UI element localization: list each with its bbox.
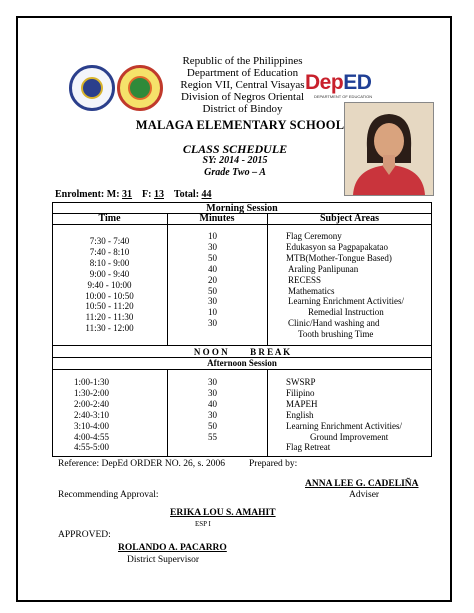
deped-logo-subtext: DEPARTMENT OF EDUCATION (314, 94, 373, 99)
morning-times (52, 236, 167, 334)
header-department: Department of Education (186, 67, 299, 79)
esp-title: ESP I (195, 520, 211, 528)
table-cell: RECESS (288, 274, 322, 285)
table-cell: Mathematics (288, 285, 335, 296)
table-cell: Learning Enrichment Activities/ (288, 296, 404, 307)
table-cell: Araling Panlipunan (288, 263, 359, 274)
morning-session-label: Morning Session (206, 203, 278, 214)
school-year: SY: 2014 - 2015 (202, 155, 268, 166)
table-cell: MTB(Mother-Tongue Based) (286, 252, 392, 263)
header-division: Division of Negros Oriental (180, 91, 305, 103)
supervisor-name: ROLANDO A. PACARRO (118, 543, 227, 553)
header-country: Republic of the Philippines (182, 55, 303, 67)
prepared-by-label: Prepared by: (249, 459, 298, 469)
female-count: 13 (154, 189, 164, 200)
deped-seal-icon (69, 65, 115, 111)
supervisor-title: District Supervisor (127, 555, 200, 565)
table-cell: Flag Ceremony (286, 231, 342, 241)
afternoon-minutes (190, 377, 235, 442)
table-cell: 50 (208, 285, 217, 296)
table-cell: Tooth brushing Time (298, 329, 374, 340)
adviser-name: ANNA LEE G. CADELIÑA (305, 479, 419, 489)
adviser-title: Adviser (349, 490, 380, 500)
col-header-minutes: Minutes (199, 213, 235, 224)
table-cell: Edukasyon sa Pagpapakatao (286, 241, 388, 252)
table-cell: SWSRP (286, 377, 316, 387)
col-header-subjects: Subject Areas (320, 213, 379, 224)
table-cell: 30 (208, 241, 217, 252)
table-cell: 2:00-2:40 (74, 398, 109, 409)
table-cell: 9:40 - 10:00 (87, 279, 132, 290)
table-cell: 7:40 - 8:10 (89, 246, 130, 257)
grade-section: Grade Two – A (204, 167, 266, 178)
table-cell: MAPEH (286, 398, 318, 409)
table-cell: 10:00 - 10:50 (85, 290, 134, 301)
header-district: District of Bindoy (202, 103, 283, 115)
reference-text: Reference: DepEd ORDER NO. 26, s. 2006 (58, 459, 226, 469)
table-cell: 9:00 - 9:40 (89, 268, 130, 279)
table-cell: 11:20 - 11:30 (85, 312, 134, 323)
afternoon-subjects (272, 377, 432, 453)
teacher-photo (344, 102, 434, 196)
table-cell: Filipino (286, 387, 315, 398)
noon-break-label: N O O N B R E A K (193, 347, 291, 357)
school-name: MALAGA ELEMENTARY SCHOOL (135, 118, 345, 132)
male-count: 31 (122, 189, 133, 200)
table-cell: 40 (208, 263, 217, 274)
table-cell: 30 (208, 318, 217, 329)
header-region: Region VII, Central Visayas (180, 79, 305, 91)
table-cell: 7:30 - 7:40 (89, 236, 130, 246)
table-cell: 55 (208, 431, 217, 442)
table-cell: Flag Retreat (286, 442, 331, 453)
table-cell: Learning Enrichment Activities/ (286, 420, 402, 431)
table-cell: 10 (208, 231, 217, 241)
table-cell: 40 (208, 398, 217, 409)
table-cell: 8:10 - 9:00 (89, 257, 130, 268)
table-cell: 20 (208, 274, 217, 285)
table-cell: Clinic/Hand washing and (288, 318, 380, 329)
table-cell: 3:10-4:00 (74, 420, 109, 431)
table-cell: 1:30-2:00 (74, 387, 109, 398)
table-cell: 10:50 - 11:20 (85, 301, 134, 312)
table-cell: 50 (208, 420, 217, 431)
table-cell: Remedial Instruction (308, 307, 384, 318)
esp-name: ERIKA LOU S. AMAHIT (170, 508, 276, 518)
portrait-image (345, 103, 433, 195)
table-cell: 50 (208, 252, 217, 263)
morning-minutes (190, 231, 235, 329)
table-cell: 1:00-1:30 (74, 377, 109, 387)
total-label: Total: (173, 189, 200, 200)
deped-logo: DepED (305, 71, 372, 94)
approved-label: APPROVED: (58, 530, 111, 540)
morning-subjects (272, 231, 432, 340)
female-label: F: (142, 189, 152, 200)
table-cell: 11:30 - 12:00 (85, 323, 134, 334)
schedule-title: CLASS SCHEDULE (182, 142, 288, 156)
table-cell: 10 (208, 307, 217, 318)
male-label: M: (106, 189, 120, 200)
table-cell: 2:40-3:10 (74, 409, 109, 420)
table-cell: 4:55-5:00 (74, 442, 109, 453)
table-cell: 30 (208, 377, 217, 387)
table-cell: 4:00-4:55 (74, 431, 109, 442)
total-count: 44 (201, 189, 212, 200)
table-cell: English (286, 409, 314, 420)
enrolment-label: Enrolment: (55, 189, 105, 200)
table-cell: 30 (208, 296, 217, 307)
afternoon-session-label: Afternoon Session (207, 358, 277, 368)
table-cell: Ground Improvement (310, 431, 389, 442)
col-header-time: Time (98, 213, 121, 224)
school-seal-icon (117, 65, 163, 111)
table-cell: 30 (208, 409, 217, 420)
recommending-label: Recommending Approval: (58, 490, 159, 500)
enrolment-line (55, 189, 212, 200)
table-cell: 30 (208, 387, 217, 398)
afternoon-times (74, 377, 164, 453)
